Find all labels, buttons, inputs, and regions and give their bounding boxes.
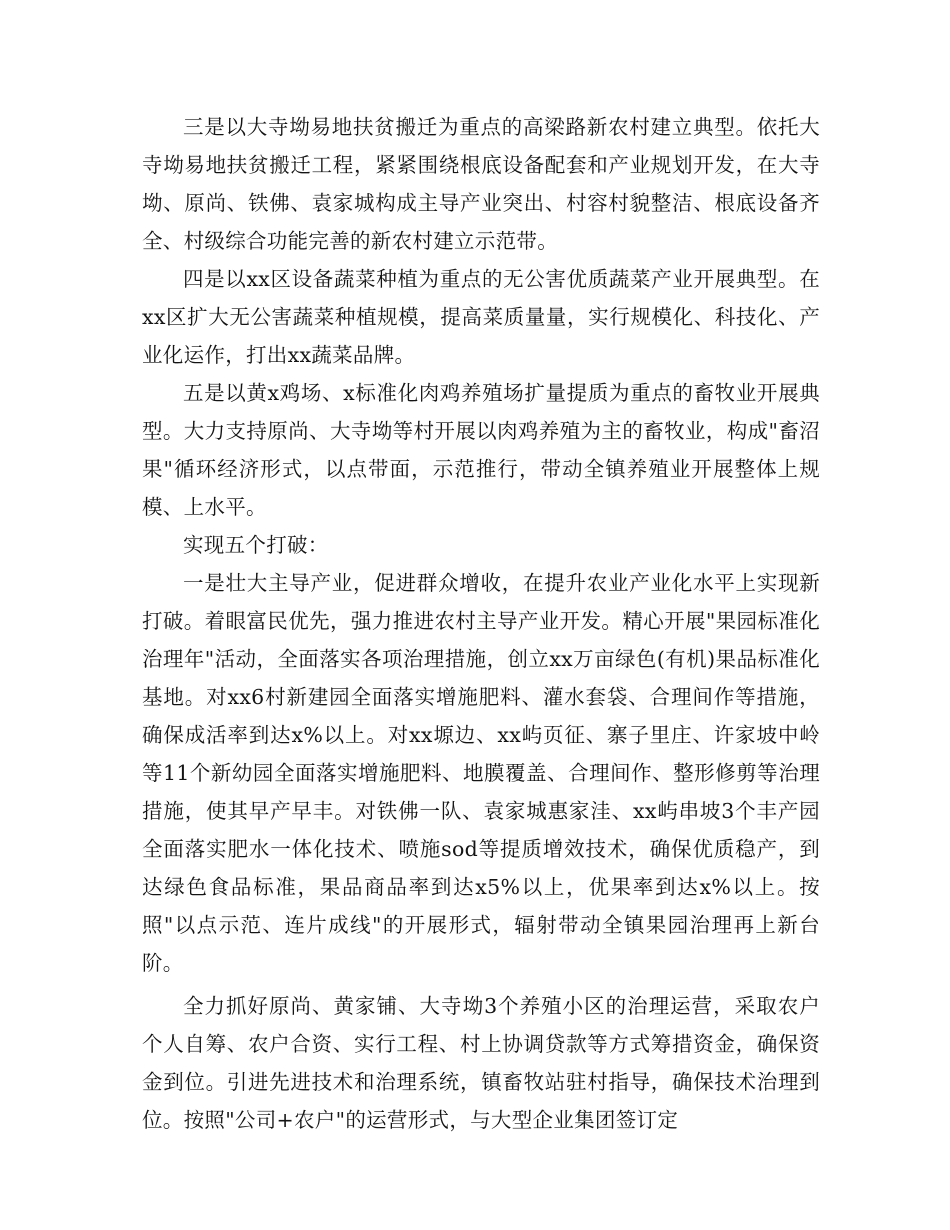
paragraph-2: 四是以xx区设备蔬菜种植为重点的无公害优质蔬菜产业开展典型。在xx区扩大无公害蔬菜种植规模，提高菜质量量，实行规模化、科技化、产业化运作，打出xx蔬菜品牌。 — [142, 267, 820, 367]
paragraph-1: 三是以大寺坳易地扶贫搬迁为重点的高梁路新农村建立典型。依托大寺坳易地扶贫搬迁工程，紧紧围绕根底设备配套和产业规划开发，在大寺坳、原尚、铁佛、袁家城构成主导产业突出、村容村貌整洁、根底设备齐全、村级综合功能完善的新农村建立示范带。 — [142, 115, 820, 253]
paragraph-6: 全力抓好原尚、黄家铺、大寺坳3个养殖小区的治理运营，采取农户个人自筹、农户合资、实行工程、村上协调贷款等方式筹措资金，确保资金到位。引进先进技术和治理系统，镇畜牧站驻村指导，确保技术治理到位。按照"公司+农户"的运营形式，与大型企业集团签订定 — [142, 994, 820, 1132]
paragraph-4: 实现五个打破： — [183, 533, 329, 557]
paragraph-3: 五是以黄x鸡场、x标准化肉鸡养殖场扩量提质为重点的畜牧业开展典型。大力支持原尚、大寺坳等村开展以肉鸡养殖为主的畜牧业，构成"畜沼果"循环经济形式，以点带面，示范推行，带动全镇养殖业开展整体上规模、上水平。 — [142, 381, 820, 519]
paragraph-5: 一是壮大主导产业，促进群众增收，在提升农业产业化水平上实现新打破。着眼富民优先，强力推进农村主导产业开发。精心开展"果园标准化治理年"活动，全面落实各项治理措施，创立xx万亩绿色(有机)果品标准化基地。对xx6村新建园全面落实增施肥料、灌水套袋、合理间作等措施，确保成活率到达x%以上。对xx塬边、xx屿页征、寨子里庄、许家坡中岭等11个新幼园全面落实增施肥料、地膜覆盖、合理间作、整形修剪等治理措施，使其早产早丰。对铁佛一队、袁家城惠家洼、xx屿串坡3个丰产园全面落实肥水一体化技术、喷施sod等提质增效技术，确保优质稳产，到达绿色食品标准，果品商品率到达x5%以上，优果率到达x%以上。按照"以点示范、连片成线"的开展形式，辐射带动全镇果园治理再上新台阶。 — [142, 571, 820, 975]
